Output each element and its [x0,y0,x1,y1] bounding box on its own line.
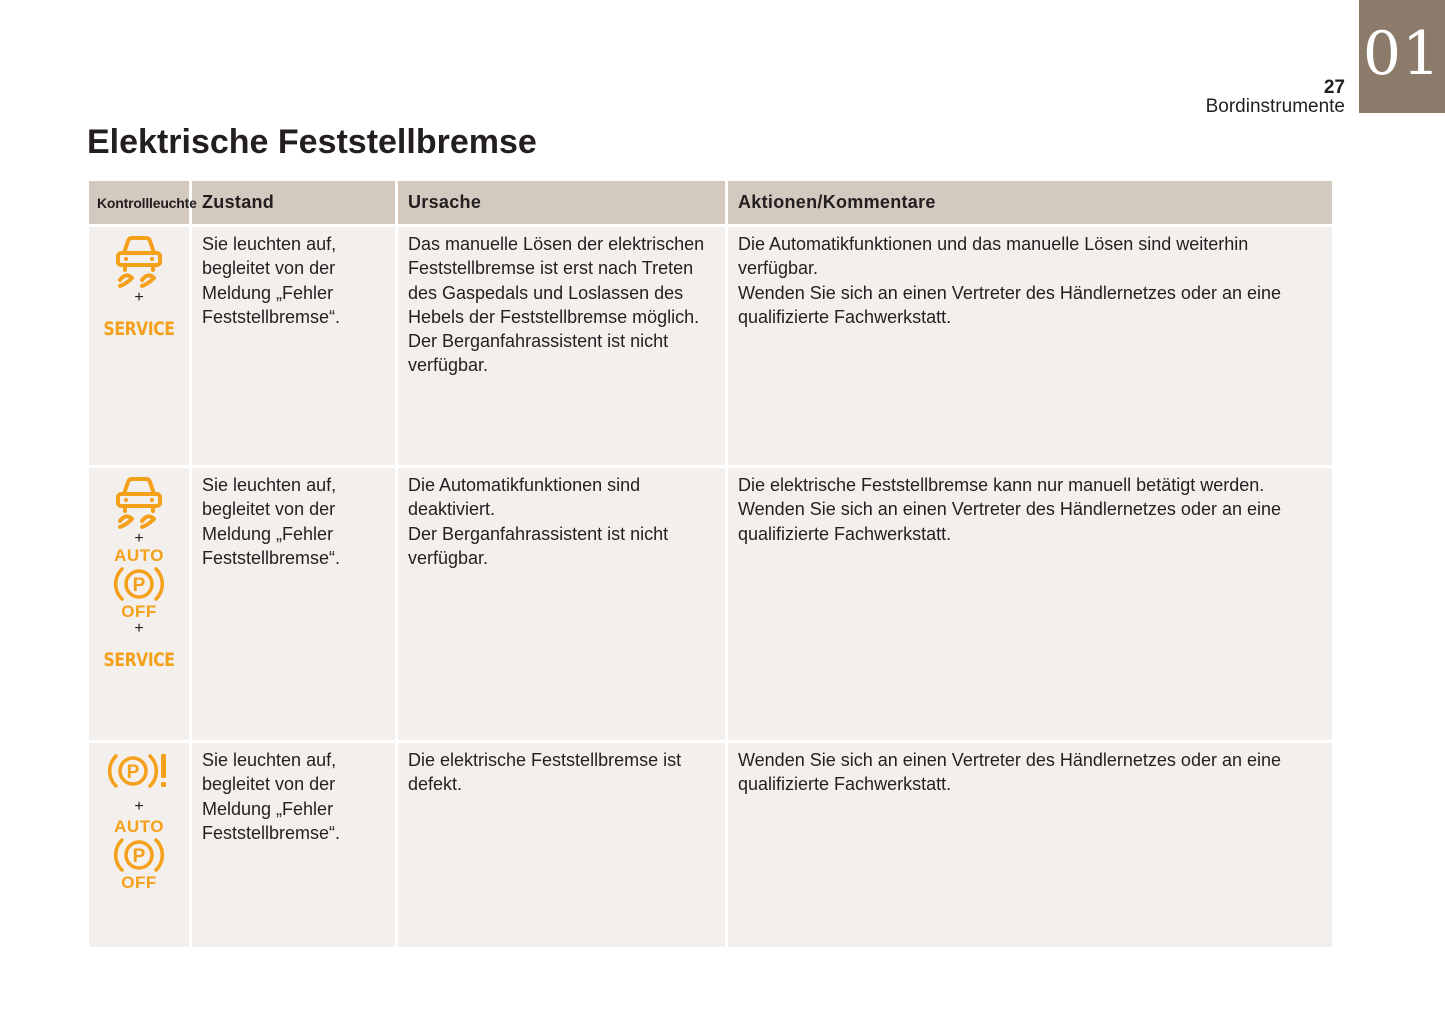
table-row [88,226,1334,467]
off-label: OFF [121,602,157,621]
parking-brake-fault-icon [106,749,172,793]
table-row [88,742,1334,949]
zustand-cell [191,467,397,742]
plus-sign: + [134,798,144,815]
parking-brake-icon [109,564,169,604]
zustand-text: Sie leuchten auf, begleitet von der Meldung „Fehler Feststellbremse“. [202,234,341,327]
zustand-cell [191,226,397,467]
page-number: 27 [1323,77,1345,98]
column-header-zustand: Zustand [191,180,397,226]
column-header-ursache: Ursache [397,180,727,226]
aktionen-cell [727,226,1334,467]
parking-brake-icon [109,835,169,875]
page-title: Elektrische Feststellbremse [87,123,537,161]
plus-sign: + [134,620,144,637]
warning-lights-table [86,178,1335,950]
column-header-aktionen: Aktionen/Kommentare [727,180,1334,226]
svg-text:P: P [126,762,140,783]
ursache-text: Das manuelle Lösen der elektrischen Feststellbremse ist erst nach Treten des Gaspedals und Loslassen des Hebels der Feststellbremse möglich. Der Berganfahrassistent ist nicht verfügbar. [408,234,705,376]
aktionen-cell [727,742,1334,949]
plus-sign: + [134,530,144,547]
indicator-cell [88,226,191,467]
zustand-cell [191,742,397,949]
column-header-kontrollleuchte: Kontrollleuchte [88,180,191,226]
table-header-row [88,180,1334,226]
off-label: OFF [121,873,157,892]
svg-text:P: P [132,846,146,867]
ursache-text: Die elektrische Feststellbremse ist defekt. [408,750,682,795]
svg-text:P: P [132,575,146,596]
chapter-tab [1359,0,1445,113]
aktionen-text: Die Automatikfunktionen und das manuelle Lösen sind weiterhin verfügbar. Wenden Sie sich an einen Vertreter des Händlernetzes oder an eine qualifizierte Fachwerkstatt. [738,234,1282,327]
ursache-cell [397,467,727,742]
esc-skid-icon [112,474,166,530]
esc-skid-icon [112,233,166,289]
plus-sign: + [134,289,144,306]
service-indicator: SERVICE [103,318,175,340]
aktionen-cell [727,467,1334,742]
ursache-text: Die Automatikfunktionen sind deaktiviert. Der Berganfahrassistent ist nicht verfügbar. [408,475,669,568]
ursache-cell [397,742,727,949]
chapter-number: 01 [1362,18,1442,89]
auto-label: AUTO [114,546,164,565]
table-row [88,467,1334,742]
section-name: Bordinstrumente [1205,96,1345,117]
zustand-text: Sie leuchten auf, begleitet von der Meldung „Fehler Feststellbremse“. [202,750,341,843]
aktionen-text: Wenden Sie sich an einen Vertreter des Händlernetzes oder an eine qualifizierte Fachwerkstatt. [738,750,1282,795]
indicator-cell [88,742,191,949]
service-indicator: SERVICE [103,649,175,671]
aktionen-text: Die elektrische Feststellbremse kann nur manuell betätigt werden. Wenden Sie sich an einen Vertreter des Händlernetzes oder an eine qualifizierte Fachwerkstatt. [738,475,1282,544]
indicator-cell [88,467,191,742]
ursache-cell [397,226,727,467]
auto-label: AUTO [114,817,164,836]
zustand-text: Sie leuchten auf, begleitet von der Meldung „Fehler Feststellbremse“. [202,475,341,568]
